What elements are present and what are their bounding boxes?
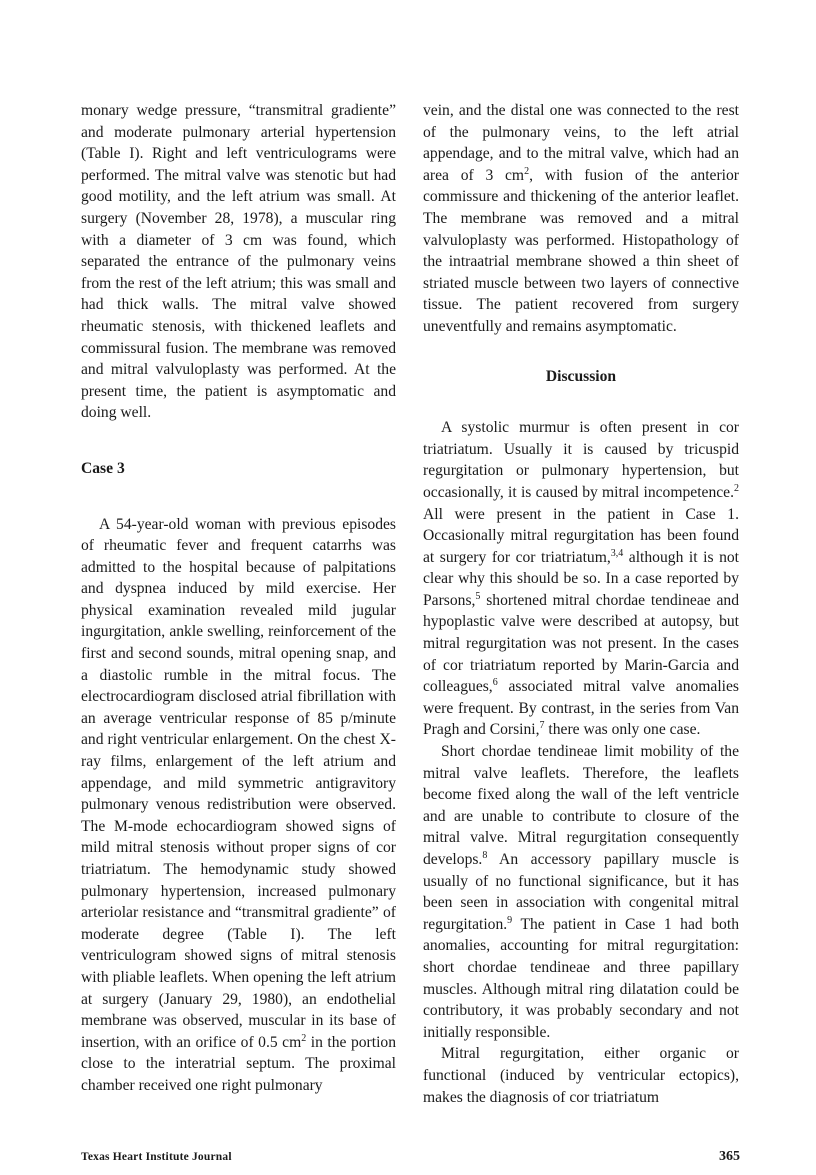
text-run: All were present in the patient in Case 1. Occasionally mitral regurgitation has been found at surgery for cor triatriatum,: [423, 505, 739, 566]
discussion-paragraph-3: Mitral regurgitation, either organic or functional (induced by ventricular ectopics), makes the diagnosis of cor triatriatum: [423, 1045, 739, 1106]
text-run: there was only one case.: [544, 721, 701, 739]
case3-cont-text-a: vein, and the distal one was connected to the rest of the pulmonary veins, to the left atrial appendage, and to the mitral valve, which had an area of 3 cm: [423, 102, 739, 184]
reference-marker: 2: [734, 482, 739, 494]
page-number: 365: [719, 1149, 740, 1164]
case3-continuation-paragraph: [423, 100, 739, 338]
case3-paragraph: [81, 514, 396, 1097]
text-run: A systolic murmur is often present in cor triatriatum. Usually it is caused by tricuspid regurgitation or pulmonary hypertension, but occasionally, it is caused by mitral incompetence.: [423, 419, 739, 501]
left-column: [81, 100, 396, 1097]
right-column: [423, 100, 739, 1108]
reference-marker: 6: [492, 677, 498, 689]
text-run: Short chordae tendineae limit mobility of the mitral valve leaflets. Therefore, the leaflets become fixed along the wall of the left ventricle and are unable to contribute to closure of the mitral valve. Mitral regurgitation consequently develops.: [423, 743, 739, 868]
text-run: An accessory papillary muscle is usually of no functional significance, but it has been seen in association with congenital mitral regurgitation.: [423, 851, 739, 933]
reference-marker: 9: [507, 914, 513, 926]
reference-marker: 8: [482, 849, 488, 861]
text-run: The patient in Case 1 had both anomalies, accounting for mitral regurgitation: short chordae tendineae and three papillary muscles. Although mitral ring dilatation could be contributory, it was probably secondary and not initially responsible.: [423, 915, 739, 1041]
text-run: shortened mitral chordae tendineae and hypoplastic valve were described at autopsy, but mitral regurgitation was not present. In the cases of cor triatriatum reported by Marin-Garcia and colleagues,: [423, 591, 739, 696]
case3-cont-text-b: , with fusion of the anterior commissure and thickening of the anterior leaflet. The membrane was removed and a mitral valvuloplasty was performed. Histopathology of the intraatrial membrane showed a thin sheet of striated muscle between two layers of connective tissue. The patient recovered from surgery uneventfully and remains asymptomatic.: [423, 166, 739, 335]
discussion-paragraph-2: [423, 741, 739, 1043]
superscript: 2: [524, 165, 530, 177]
case3-text-b: in the portion close to the interatrial septum. The proximal chamber received one right pulmonary: [81, 1033, 397, 1094]
reference-marker: 3,4: [610, 547, 624, 559]
case2-continuation-paragraph: monary wedge pressure, “transmitral gradiente” and moderate pulmonary arterial hypertension (Table I). Right and left ventriculograms were performed. The mitral valve was stenotic but had good motility, and the left atrium was small. At surgery (November 28, 1978), a muscular ring with a diameter of 3 cm was found, which separated the entrance of the pulmonary veins from the rest of the left atrium; this was small and had thick walls. The mitral valve showed rheumatic stenosis, with thickened leaflets and commissural fusion. The membrane was removed and mitral valvuloplasty was performed. At the present time, the patient is asymptomatic and doing well.: [81, 102, 396, 422]
case3-text-a: A 54-year-old woman with previous episodes of rheumatic fever and frequent catarrhs was admitted to the hospital because of palpitations and dyspnea induced by mild exercise. Her physical examination revealed mild jugular ingurgitation, ankle swelling, reinforcement of the first and second sounds, mitral opening snap, and a diastolic rumble in the mitral focus. The electrocardiogram disclosed atrial fibrillation with an average ventricular response of 85 p/minute and right ventricular enlargement. On the chest X-ray films, enlargement of the left atrium and appendage, and mild symmetric antigravitory pulmonary venous redistribution were observed. The M-mode echocardiogram showed signs of mild mitral stenosis without proper signs of cor triatriatum. The hemodynamic study showed pulmonary hypertension, increased pulmonary arteriolar resistance and “transmitral gradiente” of moderate degree (Table I). The left ventriculogram showed signs of mitral stenosis with pliable leaflets. When opening the left atrium at surgery (January 29, 1980), an endothelial membrane was observed, muscular in its base of insertion, with an orifice of 0.5 cm: [81, 515, 396, 1051]
superscript: 2: [301, 1032, 307, 1044]
journal-name: Texas Heart Institute Journal: [81, 1151, 232, 1163]
text-run: although it is not clear why this should be so. In a case reported by Parsons,: [423, 548, 740, 609]
discussion-paragraph-1: [423, 417, 739, 741]
discussion-heading: Discussion: [545, 367, 617, 385]
reference-marker: 7: [539, 720, 545, 732]
text-run: associated mitral valve anomalies were frequent. By contrast, in the series from Van Pragh and Corsini,: [423, 678, 739, 739]
reference-marker: 5: [475, 590, 481, 602]
case3-heading: Case 3: [81, 459, 125, 477]
